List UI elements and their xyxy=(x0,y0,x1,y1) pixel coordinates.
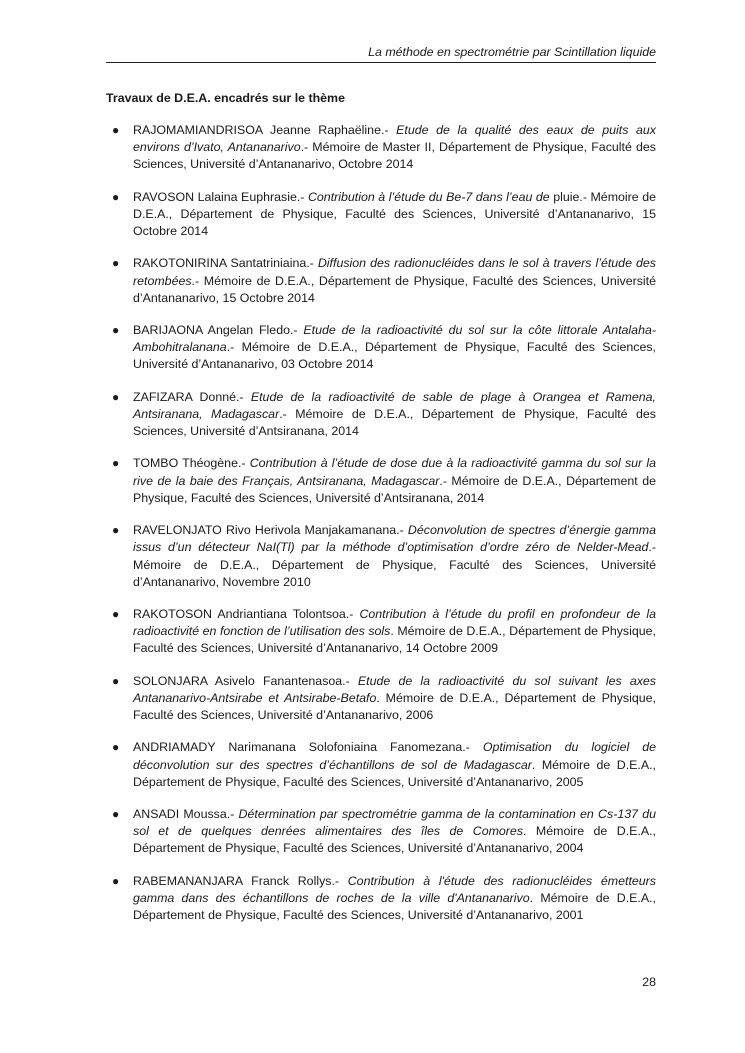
entry-author: ANSADI Moussa.- xyxy=(133,807,235,822)
bullet-icon: ● xyxy=(112,456,120,471)
list-item xyxy=(106,739,656,806)
entry-title: Contribution à l’étude du Be-7 dans l’eau de xyxy=(307,189,550,204)
entry-details: .- Mémoire de D.E.A., Département de Physique, Faculté des Sciences, Université d’Antananarivo, Novembre 2010 xyxy=(133,540,656,589)
entry-author: BARIJAONA Angelan Fledo.- xyxy=(133,323,298,338)
list-item xyxy=(106,522,656,606)
list-item xyxy=(106,255,656,322)
entry-author: RAVOSON Lalaina Euphrasie.- xyxy=(133,189,305,204)
thesis-list xyxy=(106,122,656,939)
bullet-icon: ● xyxy=(112,123,120,137)
entry-title: Etude de la radioactivité du sol sur la côte littorale Antalaha-Ambohitralanana xyxy=(133,323,656,355)
list-item xyxy=(106,673,656,740)
bullet-icon: ● xyxy=(112,256,120,271)
list-item xyxy=(106,806,656,873)
entry-title: Diffusion des radionucléides dans le sol à travers l’étude des retombées xyxy=(133,256,656,288)
entry-details: .- Mémoire de D.E.A., Département de Physique, Faculté des Sciences, Université d’Antananarivo, 03 Octobre 2014 xyxy=(133,340,656,372)
entry-details: . Mémoire de D.E.A., Département de Physique, Faculté des Sciences, Université d’Antananarivo, 2005 xyxy=(133,757,656,789)
section-title: Travaux de D.E.A. encadrés sur le thème xyxy=(106,91,345,105)
entry-author: TOMBO Théogène.- xyxy=(133,456,246,471)
entry-author: RAKOTONIRINA Santatriniaina.- xyxy=(133,256,314,271)
list-item xyxy=(106,189,656,256)
entry-details: . Mémoire de D.E.A., Département de Physique, Faculté des Sciences, Université d’Antananarivo, 2006 xyxy=(133,690,656,723)
entry-title: Etude de la radioactivité du sol suivant les axes Antananarivo-Antsirabe et Antsirabe-Betafo xyxy=(133,673,657,705)
bullet-icon: ● xyxy=(112,807,120,822)
entry-author: RABEMANANJARA Franck Rollys.- xyxy=(133,873,340,888)
entry-title: Contribution à l'étude des radionucléides émetteurs gamma dans des échantillons de roches de la ville d'Antananarivo xyxy=(133,873,656,905)
header-rule xyxy=(106,62,656,63)
entry-title: Contribution à l’étude du profil en profondeur de la radioactivité en fonction de l’utilisation des sols xyxy=(133,607,656,639)
entry-title: Etude de la radioactivité de sable de plage à Orangea et Ramena, Antsiranana, Madagascar xyxy=(133,389,656,421)
list-item xyxy=(106,389,656,456)
entry-author: ANDRIAMADY Narimanana Solofoniaina Fanomezana.- xyxy=(133,740,470,755)
entry-title: Contribution à l’étude de dose due à la radioactivité gamma du sol sur la rive de la baie des Français, Antsiranana, Madagascar xyxy=(133,456,656,488)
entry-details: pluie.- Mémoire de D.E.A., Département de Physique, Faculté des Sciences, Université d’Antananarivo, 15 Octobre 2014 xyxy=(133,189,656,239)
bullet-icon: ● xyxy=(112,523,120,538)
page-number: 28 xyxy=(642,975,656,989)
bullet-icon: ● xyxy=(112,673,120,688)
bullet-icon: ● xyxy=(112,873,120,888)
entry-author: RAJOMAMIANDRISOA Jeanne Raphaëline.- xyxy=(133,123,389,137)
entry-author: ZAFIZARA Donné.- xyxy=(133,389,244,404)
entry-details: .- Mémoire de D.E.A., Département de Physique, Faculté des Sciences, Université d’Antsiranana, 2014 xyxy=(133,406,656,439)
entry-title: Déconvolution de spectres d’énergie gamma issus d’un détecteur NaI(Tl) par la méthode d’optimisation d’ordre zéro de Nelder-Mead xyxy=(133,523,656,555)
list-item xyxy=(106,606,656,673)
running-header: La méthode en spectrométrie par Scintillation liquide xyxy=(368,45,656,59)
entry-title: Etude de la qualité des eaux de puits aux environs d’Ivato, Antananarivo xyxy=(133,123,656,155)
entry-author: RAKOTOSON Andriantiana Tolontsoa.- xyxy=(133,607,354,622)
entry-author: RAVELONJATO Rivo Herivola Manjakamanana.- xyxy=(133,523,404,538)
entry-details: .- Mémoire de D.E.A., Département de Physique, Faculté des Sciences, Université d’Antananarivo, 15 Octobre 2014 xyxy=(133,273,656,305)
entry-details: . Mémoire de D.E.A., Département de Physique, Faculté des Sciences, Université d’Antananarivo, 2004 xyxy=(133,824,656,856)
bullet-icon: ● xyxy=(112,607,120,622)
list-item xyxy=(106,455,656,522)
entry-details: .- Mémoire de Master II, Département de Physique, Faculté des Sciences, Université d’Antananarivo, Octobre 2014 xyxy=(133,140,656,172)
entry-details: .- Mémoire de D.E.A., Département de Physique, Faculté des Sciences, Université d’Antsiranana, 2014 xyxy=(133,473,656,505)
bullet-icon: ● xyxy=(112,189,120,204)
entry-title: Détermination par spectrométrie gamma de la contamination en Cs-137 du sol et de quelques denrées alimentaires des îles de Comores xyxy=(133,807,656,839)
entry-author: SOLONJARA Asivelo Fanantenasoa.- xyxy=(133,673,350,688)
list-item xyxy=(106,122,656,189)
bullet-icon: ● xyxy=(112,389,120,404)
bullet-icon: ● xyxy=(112,740,120,755)
entry-details: . Mémoire de D.E.A., Département de Physique, Faculté des Sciences, Université d’Antananarivo, 14 Octobre 2009 xyxy=(133,624,656,656)
list-item xyxy=(106,873,656,940)
entry-title: Optimisation du logiciel de déconvolution sur des spectres d’échantillons de sol de Madagascar xyxy=(133,740,657,772)
entry-details: . Mémoire de D.E.A., Département de Physique, Faculté des Sciences, Université d’Antananarivo, 2001 xyxy=(133,890,656,923)
list-item xyxy=(106,322,656,389)
bullet-icon: ● xyxy=(112,323,120,338)
